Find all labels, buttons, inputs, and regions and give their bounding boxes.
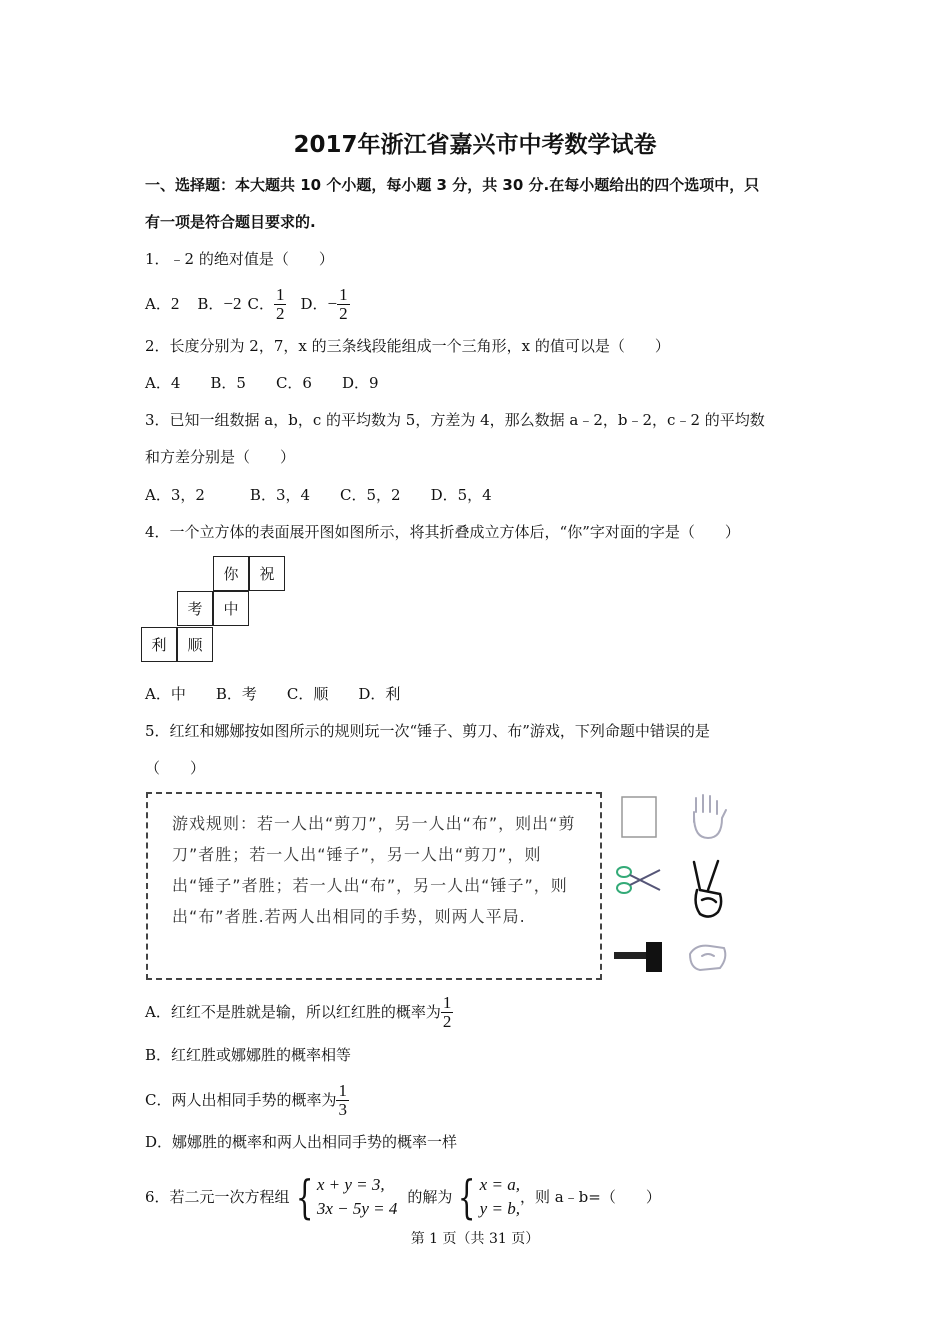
q6-suffix: ，则 a﹣b=（ ） <box>519 1188 661 1206</box>
fist-icon <box>686 940 730 976</box>
scissors-icon <box>614 862 664 898</box>
q3-options: A．3，2 B．3，4 C．5，2 D．5，4 <box>145 486 492 504</box>
q1-option-a-label: A． <box>145 295 171 313</box>
q4-options: A．中 B．考 C．顺 D．利 <box>145 685 401 703</box>
net-cell-ni: 你 <box>213 556 249 591</box>
q5-option-c-fraction <box>336 1082 349 1119</box>
fraction-numerator: 1 <box>275 284 285 304</box>
q5-option-b: B．红红胜或娜娜胜的概率相等 <box>145 1046 352 1064</box>
q6-equation-1: x + y = 3, <box>316 1175 385 1194</box>
net-cell-zhu: 祝 <box>249 556 285 591</box>
q6-solution-2: y = b, <box>479 1199 520 1218</box>
q1-option-a-value: 2 <box>170 294 180 313</box>
section-heading-line2: 有一项是符合题目要求的. <box>145 213 316 231</box>
left-brace-icon: { <box>295 1170 313 1224</box>
q1-option-b-value: −2 <box>223 294 242 313</box>
q5-stem-line2: （ ） <box>145 759 206 777</box>
q6-solution-1: x = a, <box>479 1175 520 1194</box>
paper-sheet-icon <box>618 794 662 840</box>
fraction-denominator: 3 <box>338 1099 347 1119</box>
q6-mid-text: 的解为 <box>407 1188 453 1206</box>
q3-stem-line1: 3．已知一组数据 a，b，c 的平均数为 5，方差为 4，那么数据 a﹣2，b﹣2，c﹣2 的平均数 <box>145 411 765 429</box>
net-cell-kao: 考 <box>177 591 213 626</box>
q6-equation-2: 3x − 5y = 4 <box>316 1199 398 1218</box>
q1-option-c-label: C． <box>247 295 274 313</box>
q5-option-a-fraction <box>441 994 454 1031</box>
q5-option-a-text: A．红红不是胜就是输，所以红红胜的概率为 <box>145 1003 441 1021</box>
q5-option-d: D．娜娜胜的概率和两人出相同手势的概率一样 <box>145 1133 458 1151</box>
q1-option-d-fraction <box>337 286 350 323</box>
net-cell-li: 利 <box>141 627 177 662</box>
left-brace-icon: { <box>458 1170 476 1224</box>
q6-solution-system <box>452 1170 520 1224</box>
q1-options <box>145 282 350 326</box>
section-heading-line1: 一、选择题：本大题共 10 个小题，每小题 3 分，共 30 分.在每小题给出的四个选项中，只 <box>145 176 760 194</box>
page-title: 2017年浙江省嘉兴市中考数学试卷 <box>293 132 657 158</box>
q3-stem-line2: 和方差分别是（ ） <box>145 448 296 466</box>
open-hand-icon <box>686 792 730 842</box>
q1-option-d-sign: − <box>327 294 338 313</box>
q5-option-a <box>145 992 453 1032</box>
q1-option-c-fraction <box>274 286 287 323</box>
hammer-icon <box>612 938 668 982</box>
q1-option-b-label: B． <box>197 295 224 313</box>
fraction-denominator: 2 <box>442 1011 452 1031</box>
game-rules-text: 游戏规则：若一人出“剪刀”，另一人出“布”，则出“剪刀”者胜；若一人出“锤子”，另一人出“剪刀”，则出“锤子”者胜；若一人出“布”，另一人出“锤子”，则出“布”者胜.若两人出相同的手势，则两人平局. <box>172 814 576 926</box>
fraction-numerator: 1 <box>339 284 348 304</box>
q5-option-c-text: C．两人出相同手势的概率为 <box>145 1091 337 1109</box>
page-footer: 第 1 页（共 31 页） <box>410 1231 540 1247</box>
q6-stem <box>145 1170 661 1224</box>
fraction-numerator: 1 <box>338 1080 347 1100</box>
net-cell-shun: 顺 <box>177 627 213 662</box>
fraction-numerator: 1 <box>442 992 452 1012</box>
q1-option-d-label: D． <box>300 295 328 313</box>
q6-prefix: 6．若二元一次方程组 <box>145 1188 290 1206</box>
q6-equation-system <box>290 1170 398 1224</box>
game-rules-box <box>146 792 602 980</box>
fraction-denominator: 2 <box>275 303 285 323</box>
q2-stem: 2．长度分别为 2，7，x 的三条线段能组成一个三角形，x 的值可以是（ ） <box>145 337 670 355</box>
q5-stem-line1: 5．红红和娜娜按如图所示的规则玩一次“锤子、剪刀、布”游戏，下列命题中错误的是 <box>145 722 710 740</box>
net-cell-zhong: 中 <box>213 591 249 626</box>
q5-option-c <box>145 1080 349 1120</box>
victory-hand-icon <box>690 856 728 922</box>
q2-options: A．4 B．5 C．6 D．9 <box>145 374 379 392</box>
q4-stem: 4．一个立方体的表面展开图如图所示，将其折叠成立方体后，“你”字对面的字是（ ） <box>145 523 740 541</box>
q1-stem: 1．﹣2 的绝对值是（ ） <box>145 250 334 268</box>
fraction-denominator: 2 <box>339 303 348 323</box>
